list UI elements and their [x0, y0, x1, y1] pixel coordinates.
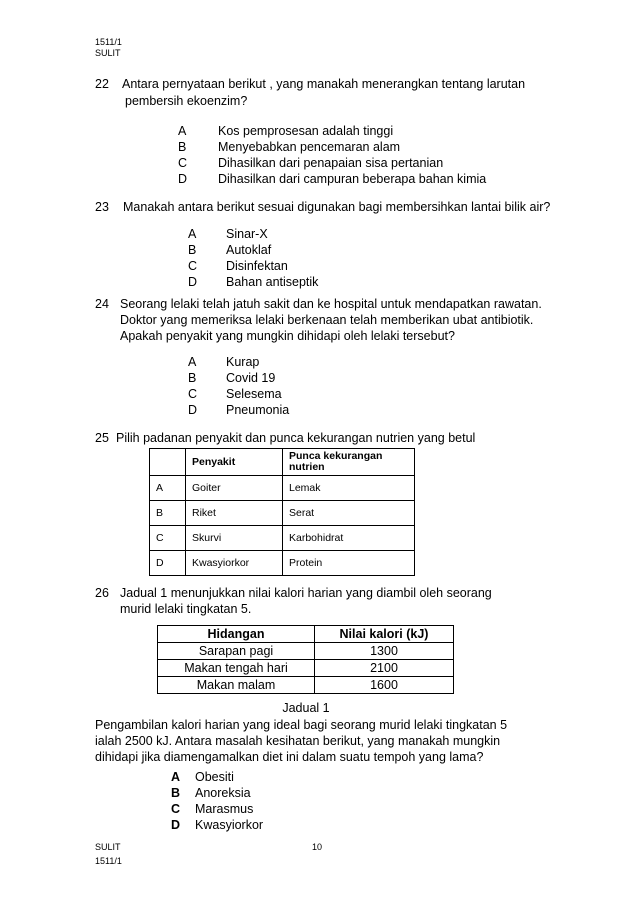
- option-letter: C: [171, 802, 181, 816]
- q26-line1: Jadual 1 menunjukkan nilai kalori harian yang diambil oleh seorang: [120, 586, 492, 600]
- table-row: [158, 677, 454, 694]
- footer-label: SULIT: [95, 842, 121, 852]
- q26-line2: murid lelaki tingkatan 5.: [120, 602, 252, 616]
- option-letter: B: [188, 371, 197, 385]
- row-cause: Lemak: [283, 476, 415, 501]
- q25-number: 25: [95, 431, 109, 445]
- header-code: 1511/1: [95, 37, 122, 47]
- option-letter: A: [188, 227, 197, 241]
- q26-number: 26: [95, 586, 109, 600]
- table-row: [158, 643, 454, 660]
- option-text: Obesiti: [195, 770, 234, 784]
- row-disease: Riket: [186, 501, 283, 526]
- q24-line3: Apakah penyakit yang mungkin dihidapi oleh lelaki tersebut?: [120, 329, 455, 343]
- row-cause: Serat: [283, 501, 415, 526]
- option-letter: D: [171, 818, 181, 832]
- option-text: Disinfektan: [226, 259, 288, 273]
- row-letter: C: [150, 526, 186, 551]
- option-text: Pneumonia: [226, 403, 290, 417]
- row-kj: 1300: [315, 643, 454, 660]
- option-letter: D: [188, 275, 198, 289]
- q25-table: [149, 448, 415, 576]
- q23-number: 23: [95, 200, 109, 214]
- table-row[interactable]: [150, 551, 415, 576]
- q22-line2: pembersih ekoenzim?: [125, 94, 248, 108]
- table-header-kj: Nilai kalori (kJ): [315, 626, 454, 643]
- option-letter: B: [171, 786, 181, 800]
- option-letter: A: [178, 124, 187, 138]
- option-letter: A: [171, 770, 181, 784]
- table-header-blank: [150, 449, 186, 476]
- q24-line2: Doktor yang memeriksa lelaki berkenaan telah memberikan ubat antibiotik.: [120, 313, 534, 327]
- q25-line1: Pilih padanan penyakit dan punca kekurangan nutrien yang betul: [116, 431, 476, 445]
- option-letter: A: [188, 355, 197, 369]
- q22-number: 22: [95, 77, 109, 91]
- option-text: Menyebabkan pencemaran alam: [218, 140, 401, 154]
- option-text: Bahan antiseptik: [226, 275, 319, 289]
- row-letter: B: [150, 501, 186, 526]
- q26-para2: ialah 2500 kJ. Antara masalah kesihatan berikut, yang manakah mungkin: [95, 734, 501, 748]
- table-caption: Jadual 1: [282, 701, 330, 715]
- table-header-meal: Hidangan: [158, 626, 315, 643]
- table-row[interactable]: [150, 526, 415, 551]
- q26-para1: Pengambilan kalori harian yang ideal bagi seorang murid lelaki tingkatan 5: [95, 718, 508, 732]
- q22-line1: Antara pernyataan berikut , yang manakah menerangkan tentang larutan: [122, 77, 526, 91]
- row-letter: A: [150, 476, 186, 501]
- row-kj: 1600: [315, 677, 454, 694]
- option-text: Marasmus: [195, 802, 254, 816]
- q26-para3: dihidapi jika diamengamalkan diet ini dalam suatu tempoh yang lama?: [95, 750, 484, 764]
- page-number: 10: [312, 842, 323, 852]
- option-letter: B: [178, 140, 187, 154]
- table-row[interactable]: [150, 476, 415, 501]
- option-letter: C: [188, 259, 198, 273]
- table-row: [158, 660, 454, 677]
- option-text: Anoreksia: [195, 786, 251, 800]
- option-letter: B: [188, 243, 197, 257]
- table-header-row: [150, 449, 415, 476]
- row-meal: Makan tengah hari: [158, 660, 315, 677]
- option-letter: C: [178, 156, 188, 170]
- row-kj: 2100: [315, 660, 454, 677]
- row-meal: Sarapan pagi: [158, 643, 315, 660]
- option-text: Dihasilkan dari penapaian sisa pertanian: [218, 156, 444, 170]
- footer-code: 1511/1: [95, 856, 122, 866]
- option-letter: D: [188, 403, 198, 417]
- row-disease: Kwasyiorkor: [186, 551, 283, 576]
- option-text: Kurap: [226, 355, 260, 369]
- q24-line1: Seorang lelaki telah jatuh sakit dan ke hospital untuk mendapatkan rawatan.: [120, 297, 542, 311]
- row-cause: Protein: [283, 551, 415, 576]
- q23-line1: Manakah antara berikut sesuai digunakan bagi membersihkan lantai bilik air?: [123, 200, 551, 214]
- row-disease: Goiter: [186, 476, 283, 501]
- option-text: Dihasilkan dari campuran beberapa bahan kimia: [218, 172, 487, 186]
- row-disease: Skurvi: [186, 526, 283, 551]
- table-header-disease: Penyakit: [186, 449, 283, 476]
- option-text: Autoklaf: [226, 243, 272, 257]
- table-header-row: [158, 626, 454, 643]
- option-text: Selesema: [226, 387, 282, 401]
- option-text: Covid 19: [226, 371, 276, 385]
- q26-table: [157, 625, 454, 694]
- option-text: Kwasyiorkor: [195, 818, 264, 832]
- row-meal: Makan malam: [158, 677, 315, 694]
- option-letter: C: [188, 387, 198, 401]
- table-header-cause: Punca kekurangan nutrien: [283, 449, 415, 476]
- option-text: Kos pemprosesan adalah tinggi: [218, 124, 394, 138]
- option-letter: D: [178, 172, 188, 186]
- row-letter: D: [150, 551, 186, 576]
- header-label: SULIT: [95, 48, 121, 58]
- option-text: Sinar-X: [226, 227, 268, 241]
- table-row[interactable]: [150, 501, 415, 526]
- q24-number: 24: [95, 297, 109, 311]
- row-cause: Karbohidrat: [283, 526, 415, 551]
